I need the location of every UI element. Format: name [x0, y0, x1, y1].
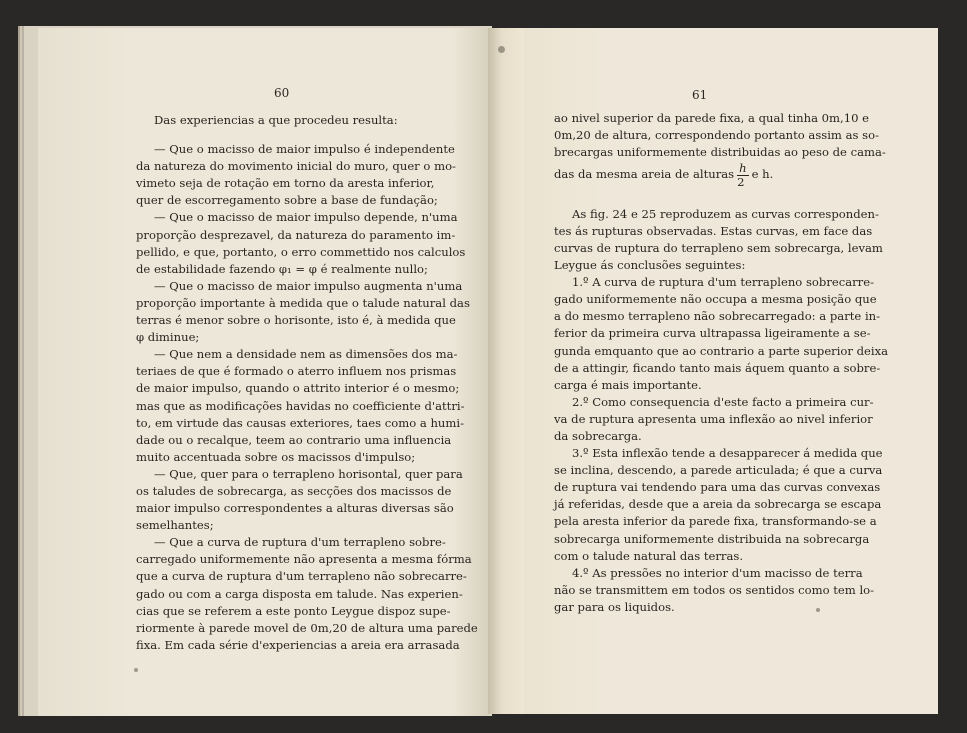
text-line: terras é menor sobre o horisonte, isto é, à medida que	[136, 313, 456, 328]
text-line: 3.º Esta inflexão tende a desapparecer á medida que	[572, 446, 883, 461]
text-line: curvas de ruptura do terrapleno sem sobrecarga, levam	[554, 240, 883, 255]
text-line: ferior da primeira curva ultrapassa ligeiramente a se-	[554, 326, 871, 341]
text-line: gado uniformemente não occupa a mesma posição que	[554, 292, 877, 307]
text-line: gunda emquanto que ao contrario a parte superior deixa	[554, 343, 889, 358]
paragraph-spacer	[554, 189, 848, 206]
fraction-numerator: h	[739, 160, 747, 175]
fraction	[737, 162, 748, 189]
left-page-body	[136, 112, 478, 654]
text-line: proporção importante à medida que o talude natural das	[136, 295, 470, 310]
text-line: 1.º A curva de ruptura d'um terrapleno sobrecarre-	[572, 275, 874, 290]
left-page	[38, 28, 488, 716]
page-stain	[134, 668, 138, 672]
text-line: 2.º Como consequencia d'este facto a primeira cur-	[572, 394, 874, 409]
text-line: φ diminue;	[136, 330, 200, 345]
text-line: proporção desprezavel, da natureza do paramento im-	[136, 227, 456, 242]
text-line: a do mesmo terrapleno não sobrecarregado: a parte in-	[554, 309, 881, 324]
text-line: que a curva de ruptura d'um terrapleno não sobrecarre-	[136, 569, 467, 584]
right-page-body	[554, 110, 889, 616]
line-text-after: e h.	[751, 167, 774, 182]
text-line: to, em virtude das causas exteriores, taes como a humi-	[136, 415, 465, 430]
text-line: de maior impulso, quando o attrito interior é o mesmo;	[136, 381, 460, 396]
text-line: vimeto seja de rotação em torno da aresta inferior,	[136, 176, 435, 191]
text-line: — Que a curva de ruptura d'um terrapleno sobre-	[154, 535, 446, 550]
text-line: gar para os liquidos.	[554, 599, 675, 614]
text-line: dade ou o recalque, teem ao contrario uma influencia	[136, 432, 452, 447]
text-line: se inclina, descendo, a parede articulada; é que a curva	[554, 463, 883, 478]
text-line: mas que as modificações havidas no coefficiente d'attri-	[136, 398, 465, 413]
text-line: carga é mais importante.	[554, 377, 702, 392]
text-line: — Que o macisso de maior impulso augmenta n'uma	[154, 278, 463, 293]
right-page	[524, 28, 938, 714]
text-line: os taludes de sobrecarga, as secções dos macissos de	[136, 483, 452, 498]
text-line: As fig. 24 e 25 reproduzem as curvas corresponden-	[572, 206, 879, 221]
text-line: 0m,20 de altura, correspondendo portanto assim as so-	[554, 128, 880, 143]
text-line: semelhantes;	[136, 518, 214, 533]
text-line: — Que o macisso de maior impulso é independente	[154, 142, 455, 157]
text-line: pela aresta inferior da parede fixa, transformando-se a	[554, 514, 877, 529]
text-line: de ruptura vai tendendo para uma das curvas convexas	[554, 480, 881, 495]
text-line: tes ás rupturas observadas. Estas curvas, em face das	[554, 223, 873, 238]
text-line: riormente à parede movel de 0m,20 de altura uma parede	[136, 620, 478, 635]
text-line: carregado uniformemente não apresenta a mesma fórma	[136, 552, 472, 567]
text-line: de a attingir, ficando tanto mais áquem quanto a sobre-	[554, 360, 881, 375]
text-line: sobrecarga uniformemente distribuida na sobrecarga	[554, 531, 870, 546]
book-gutter	[488, 28, 524, 714]
text-line: gado ou com a carga disposta em talude. Nas experien-	[136, 586, 463, 601]
text-line: — Que nem a densidade nem as dimensões dos ma-	[154, 347, 458, 362]
text-line: quer de escorregamento sobre a base de fundação;	[136, 193, 438, 208]
text-line: Das experiencias a que procedeu resulta:	[154, 113, 398, 127]
text-line: va de ruptura apresenta uma inflexão ao nivel inferior	[554, 411, 873, 426]
page-stain	[816, 608, 820, 612]
paragraph-spacer	[136, 129, 432, 141]
fraction-denominator: 2	[737, 174, 745, 189]
text-line: — Que, quer para o terrapleno horisontal, quer para	[154, 466, 463, 481]
text-line: da sobrecarga.	[554, 429, 642, 443]
text-line: 4.º As pressões no interior d'um macisso de terra	[572, 565, 863, 580]
gutter-stain	[498, 46, 505, 53]
text-line: não se transmittem em todos os sentidos como tem lo-	[554, 582, 875, 597]
text-line: maior impulso correspondentes a alturas diversas são	[136, 501, 454, 516]
text-line: da natureza do movimento inicial do muro, quer o mo-	[136, 159, 456, 174]
page-number-right: 61	[692, 88, 708, 102]
text-line: de estabilidade fazendo φ₁ = φ é realmente nullo;	[136, 261, 428, 276]
text-line: já referidas, desde que a areia da sobrecarga se escapa	[554, 497, 882, 512]
text-line	[554, 161, 848, 189]
page-number-left: 60	[274, 86, 290, 100]
text-line: fixa. Em cada série d'experiencias a areia era arrasada	[136, 637, 460, 652]
text-line: muito accentuada sobre os macissos d'impulso;	[136, 449, 416, 464]
text-line: ao nivel superior da parede fixa, a qual tinha 0m,10 e	[554, 111, 870, 125]
text-line: pellido, e que, portanto, o erro commettido nos calculos	[136, 244, 466, 259]
text-line: — Que o macisso de maior impulso depende, n'uma	[154, 210, 458, 225]
line-text: das da mesma areia de alturas	[554, 167, 735, 182]
text-line: teriaes de que é formado o aterro influem nos prismas	[136, 364, 457, 379]
text-line: brecargas uniformemente distribuidas ao peso de cama-	[554, 145, 886, 160]
text-line: cias que se referem a este ponto Leygue dispoz supe-	[136, 603, 451, 618]
text-line: Leygue ás conclusões seguintes:	[554, 258, 746, 273]
text-line: com o talude natural das terras.	[554, 548, 744, 563]
